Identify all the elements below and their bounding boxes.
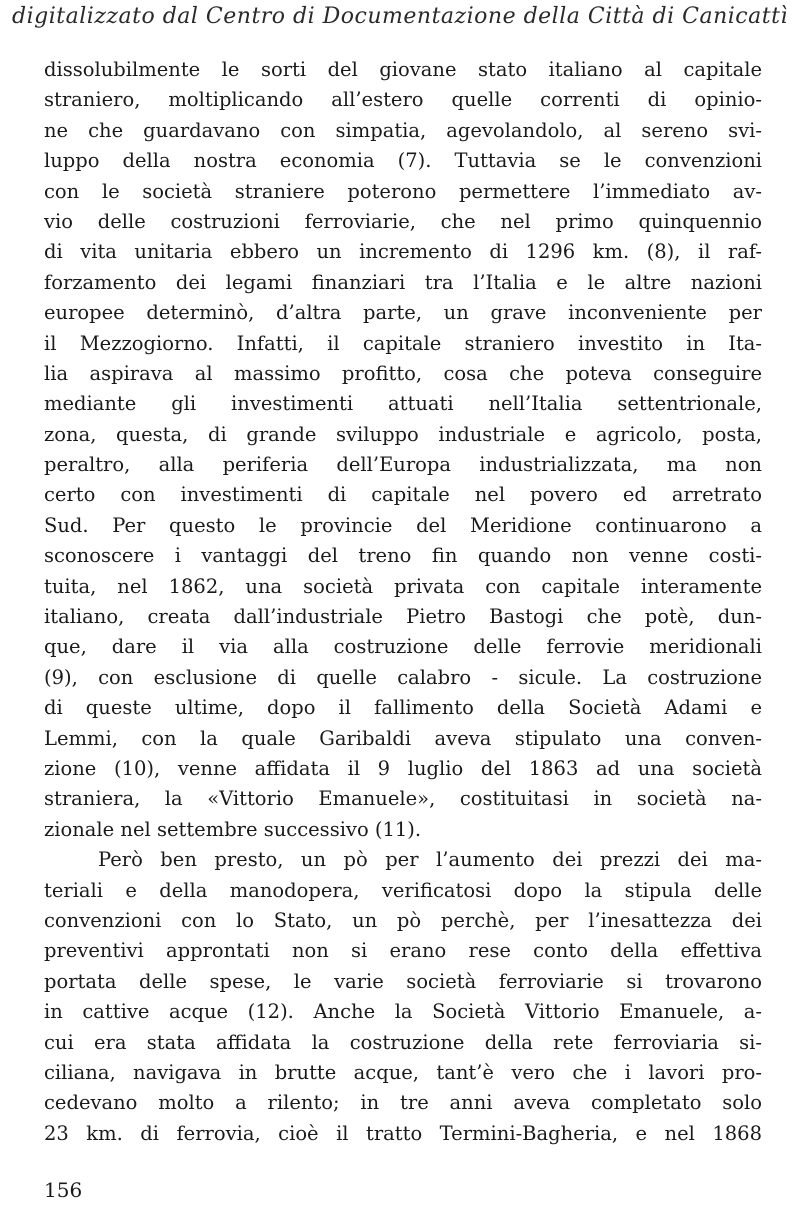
- text-line: ne che guardavano con simpatia, agevolandolo, al sereno svi-: [44, 118, 762, 142]
- text-line: (9), con esclusione di quelle calabro - sicule. La costruzione: [44, 665, 762, 689]
- text-line: europee determinò, d’altra parte, un grave inconveniente per: [44, 301, 762, 325]
- text-line: portata delle spese, le varie società ferroviarie si trovarono: [44, 969, 762, 993]
- text-line: italiano, creata dall’industriale Pietro Bastogi che potè, dun-: [44, 605, 762, 629]
- text-line: que, dare il via alla costruzione delle ferrovie meridionali: [44, 635, 762, 659]
- text-line: straniera, la «Vittorio Emanuele», costituitasi in società na-: [44, 787, 762, 811]
- page-number: 156: [44, 1178, 83, 1202]
- text-line: il Mezzogiorno. Infatti, il capitale straniero investito in Ita-: [44, 331, 762, 355]
- text-line: lia aspirava al massimo profitto, cosa che poteva conseguire: [44, 361, 762, 385]
- text-line: zionale nel settembre successivo (11).: [44, 817, 422, 841]
- text-line: zione (10), venne affidata il 9 luglio del 1863 ad una società: [44, 756, 762, 780]
- text-line: di queste ultime, dopo il fallimento della Società Adami e: [44, 696, 762, 720]
- paragraph-2: [44, 845, 762, 1149]
- text-line: certo con investimenti di capitale nel povero ed arretrato: [44, 483, 762, 507]
- text-line: cedevano molto a rilento; in tre anni aveva completato solo: [44, 1091, 762, 1115]
- text-line: Però ben presto, un pò per l’aumento dei prezzi dei ma-: [98, 848, 762, 872]
- text-line: peraltro, alla periferia dell’Europa industrializzata, ma non: [44, 453, 762, 477]
- text-line: preventivi approntati non si erano rese conto della effettiva: [44, 939, 762, 963]
- text-line: straniero, moltiplicando all’estero quelle correnti di opinio-: [44, 88, 762, 112]
- digitization-watermark: digitalizzato dal Centro di Documentazione della Città di Canicattì: [12, 4, 788, 29]
- text-line: luppo della nostra economia (7). Tuttavia se le convenzioni: [44, 149, 762, 173]
- text-line: mediante gli investimenti attuati nell’Italia settentrionale,: [44, 392, 762, 416]
- text-line: forzamento dei legami finanziari tra l’Italia e le altre nazioni: [44, 270, 762, 294]
- body-text: [44, 55, 762, 1149]
- text-line: dissolubilmente le sorti del giovane stato italiano al capitale: [44, 58, 762, 81]
- text-line: ciliana, navigava in brutte acque, tant’è vero che i lavori pro-: [44, 1060, 762, 1084]
- text-line: tuita, nel 1862, una società privata con capitale interamente: [44, 574, 762, 598]
- text-line: Lemmi, con la quale Garibaldi aveva stipulato una conven-: [44, 726, 762, 750]
- text-line: con le società straniere poterono permettere l’immediato av-: [44, 179, 762, 203]
- text-line: zona, questa, di grande sviluppo industriale e agricolo, posta,: [44, 422, 762, 446]
- text-line: Sud. Per questo le provincie del Meridione continuarono a: [44, 513, 762, 537]
- text-line: cui era stata affidata la costruzione della rete ferroviaria si-: [44, 1030, 762, 1054]
- text-line: in cattive acque (12). Anche la Società Vittorio Emanuele, a-: [44, 1000, 762, 1024]
- text-line: di vita unitaria ebbero un incremento di 1296 km. (8), il raf-: [44, 240, 762, 264]
- text-line: teriali e della manodopera, verificatosi dopo la stipula delle: [44, 878, 762, 902]
- text-line: vio delle costruzioni ferroviarie, che nel primo quinquennio: [44, 209, 762, 233]
- text-line: convenzioni con lo Stato, un pò perchè, per l’inesattezza dei: [44, 908, 762, 932]
- paragraph-1: [44, 55, 762, 845]
- text-line: 23 km. di ferrovia, cioè il tratto Termini-Bagheria, e nel 1868: [44, 1121, 762, 1145]
- text-line: sconoscere i vantaggi del treno fin quando non venne costi-: [44, 544, 762, 568]
